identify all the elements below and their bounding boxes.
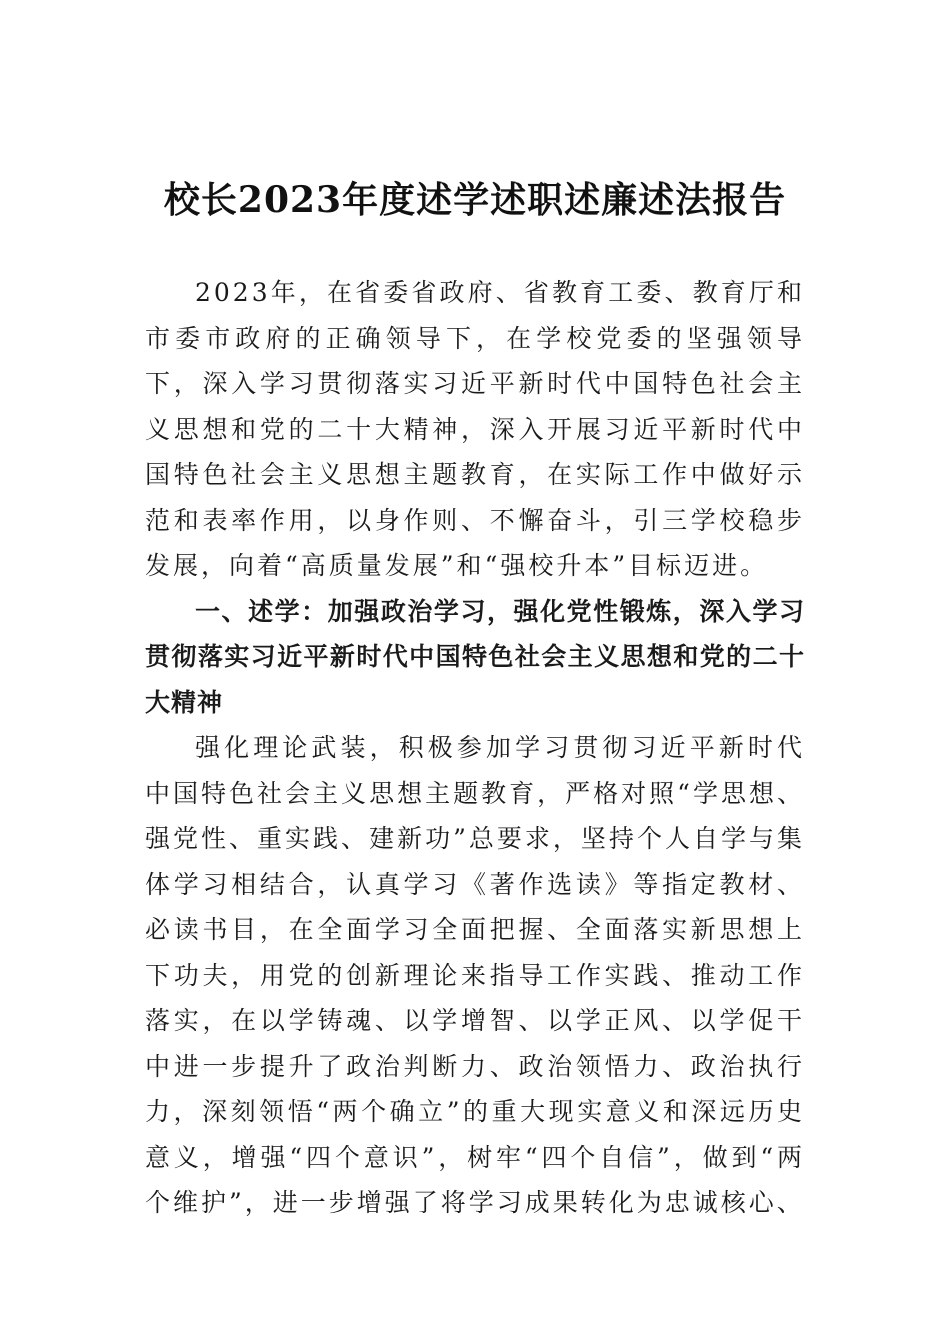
document-title: 校长2023年度述学述职述廉述法报告	[163, 179, 787, 221]
document-body	[145, 270, 805, 1226]
section-paragraph: 强化理论武装，积极参加学习贯彻习近平新时代中国特色社会主义思想主题教育，严格对照“学思想、强党性、重实践、建新功”总要求，坚持个人自学与集体学习相结合，认真学习《著作选读》等指定教材、必读书目，在全面学习全面把握、全面落实新思想上下功夫，用党的创新理论来指导工作实践、推动工作落实，在以学铸魂、以学增智、以学正风、以学促干中进一步提升了政治判断力、政治领悟力、政治执行力，深刻领悟“两个确立”的重大现实意义和深远历史意义，增强“四个意识”，树牢“四个自信”，做到“两个维护”，进一步增强了将学习成果转化为忠诚核心、	[145, 733, 805, 1217]
section-heading: 一、述学：加强政治学习，强化党性锻炼，深入学习贯彻落实习近平新时代中国特色社会主义思想和党的二十大精神	[145, 596, 805, 717]
intro-paragraph: 2023年，在省委省政府、省教育工委、教育厅和市委市政府的正确领导下，在学校党委的坚强领导下，深入学习贯彻落实习近平新时代中国特色社会主义思想和党的二十大精神，深入开展习近平新时代中国特色社会主义思想主题教育，在实际工作中做好示范和表率作用，以身作则、不懈奋斗，引三学校稳步发展，向着“高质量发展”和“强校升本”目标迈进。	[145, 278, 805, 580]
